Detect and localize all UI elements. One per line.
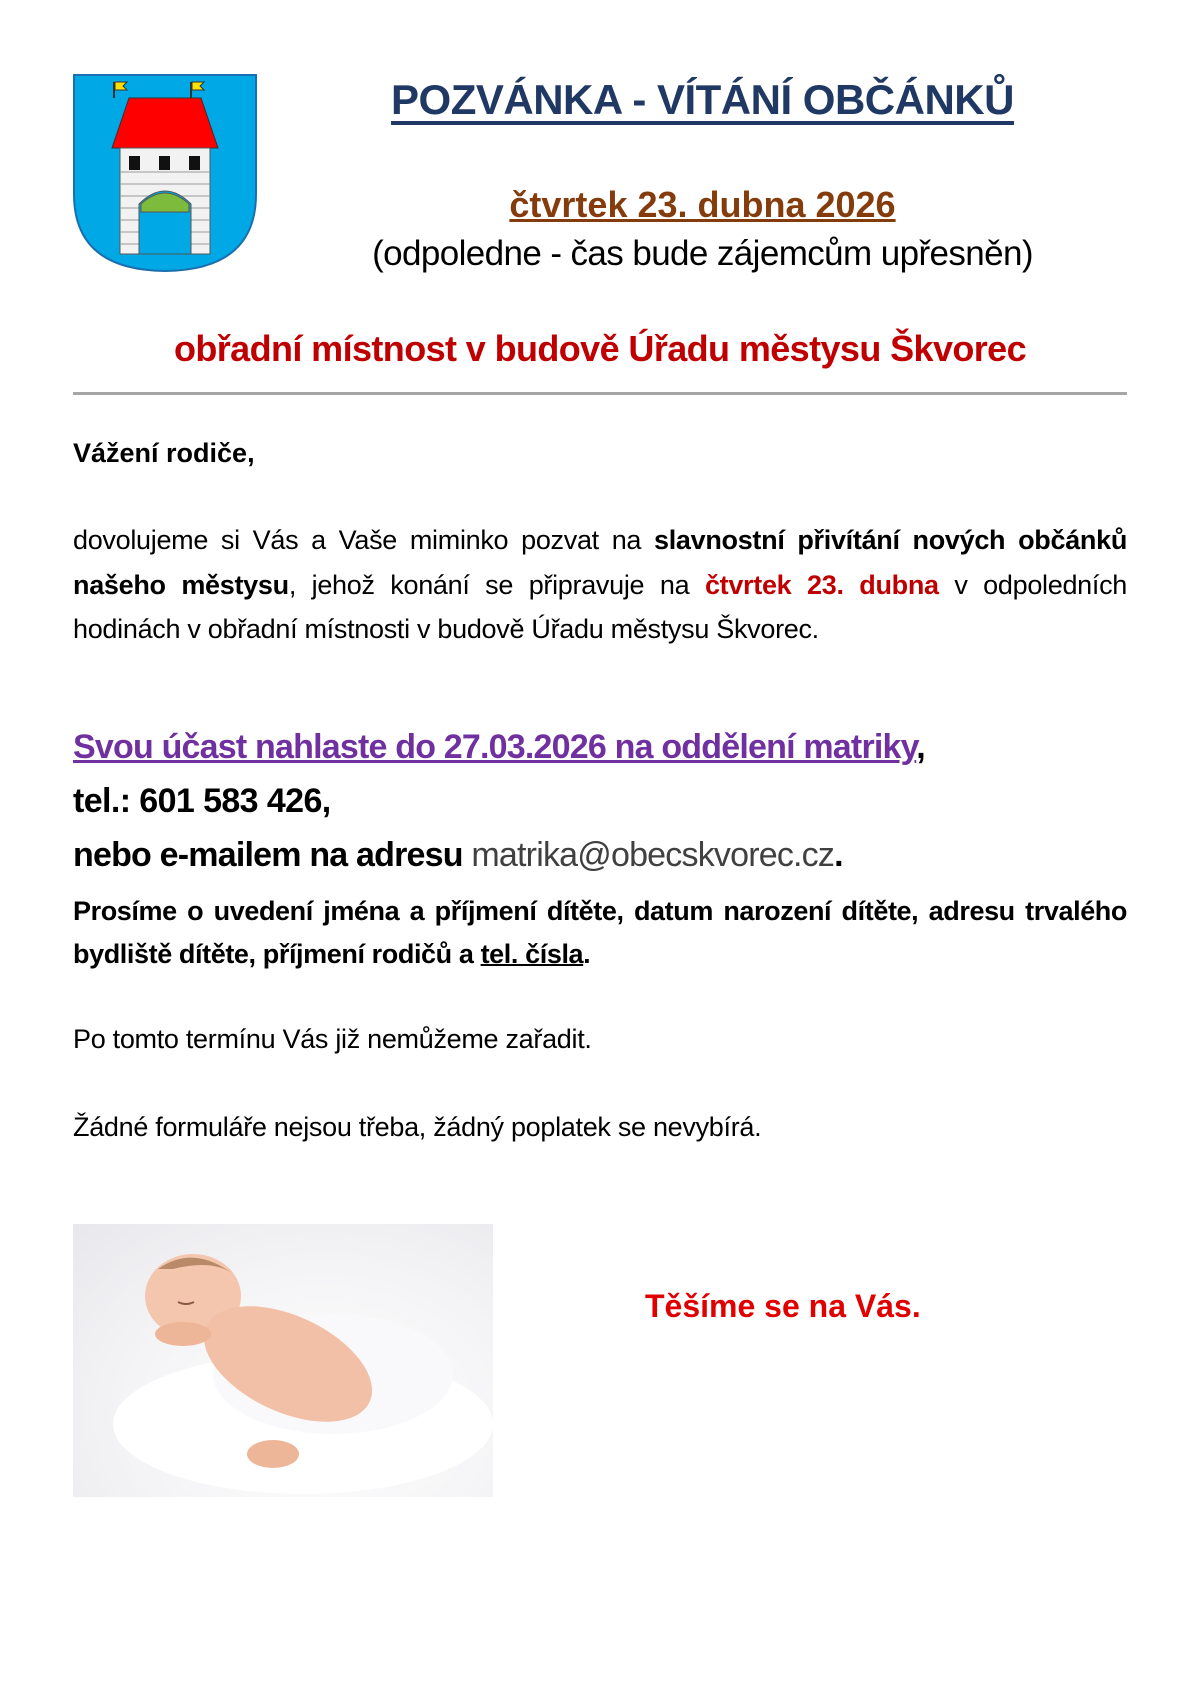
free-note: Žádné formuláře nejsou třeba, žádný poplatek se nevybírá. xyxy=(73,1112,762,1142)
municipal-coat-of-arms xyxy=(73,74,257,272)
request-underlined: tel. čísla xyxy=(480,939,584,969)
para-bold-text: slavnostní přivítání nových občánků našeho městysu xyxy=(73,525,1128,600)
event-date-text: čtvrtek 23. dubna 2026 xyxy=(509,184,896,225)
para-text: , jehož konání se připravuje na xyxy=(288,569,705,600)
para-date-highlight: čtvrtek 23. dubna xyxy=(704,569,939,600)
request-end: . xyxy=(583,939,591,969)
title-text: POZVÁNKA - VÍTÁNÍ OBČÁNKŮ xyxy=(391,76,1014,123)
phone-number: tel.: 601 583 426, xyxy=(73,782,331,820)
invitation-paragraph xyxy=(73,518,1127,652)
horizontal-divider xyxy=(73,392,1127,395)
late-note: Po tomto termínu Vás již nemůžeme zařadit. xyxy=(73,1024,592,1054)
greeting: Vážení rodiče, xyxy=(73,438,255,468)
closing-text: Těšíme se na Vás. xyxy=(645,1288,921,1324)
email-prefix: nebo e-mailem na adresu xyxy=(73,836,472,874)
para-text: dovolujeme si Vás a Vaše miminko pozvat na xyxy=(73,525,654,555)
email-suffix: . xyxy=(834,836,843,874)
registration-link[interactable]: Svou účast nahlaste do 27.03.2026 na oddělení matriky xyxy=(73,728,917,766)
request-text: Prosíme o uvedení jména a příjmení dítěte, datum narození dítěte, adresu trvalého bydliště dítěte, příjmení rodičů a xyxy=(73,896,1127,969)
para-text: v odpoledních hodinách v obřadní místnosti v budově Úřadu městysu Škvorec. xyxy=(73,569,1128,644)
event-time-note: (odpoledne - čas bude zájemcům upřesněn) xyxy=(372,234,1033,273)
email-address[interactable]: matrika@obecskvorec.cz xyxy=(471,836,835,874)
registration-deadline xyxy=(73,728,925,767)
event-place: obřadní místnost v budově Úřadu městysu Škvorec xyxy=(173,328,1027,369)
page-title xyxy=(290,76,1115,124)
required-info-paragraph xyxy=(73,890,1127,976)
comma: , xyxy=(916,728,925,766)
sleeping-baby-photo xyxy=(73,1224,493,1497)
event-date xyxy=(290,184,1115,226)
email-line xyxy=(73,836,843,875)
